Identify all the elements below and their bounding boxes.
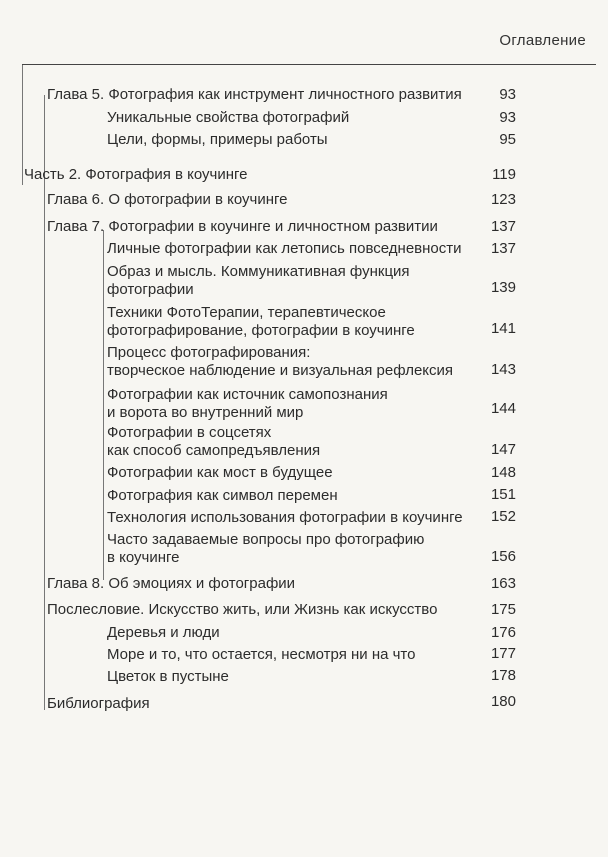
toc-entry-title-continued: фотографии [107,281,194,298]
toc-entry-part[interactable] [24,166,248,184]
toc-entry-section[interactable] [107,624,220,642]
toc-page-number: 93 [499,86,516,103]
toc-page-number: 93 [499,109,516,126]
toc-page-number: 119 [492,166,516,183]
toc-page-number: 139 [490,279,516,296]
toc-entry-title: Фотографии как источник самопознания [107,386,388,403]
toc-entry-title: Уникальные свойства фотографий [107,109,350,126]
toc-entry-title: Море и то, что остается, несмотря ни на что [107,646,416,663]
toc-entry-section[interactable] [107,668,229,686]
page-header-title: Оглавление [499,32,586,49]
toc-entry-title: Глава 7. Фотографии в коучинге и личностном развитии [47,218,438,235]
toc-page-number: 175 [490,601,516,618]
toc-entry-title: Глава 5. Фотография как инструмент личностного развития [47,86,462,103]
toc-entry-section[interactable] [107,464,333,482]
toc-entry-section[interactable] [107,487,338,505]
toc-entry-title: Деревья и люди [107,624,220,641]
toc-entry-title: Часть 2. Фотография в коучинге [24,166,248,183]
toc-page-number: 137 [490,240,516,257]
toc-entry-title: Технология использования фотографии в коучинге [107,509,463,526]
toc-page-number: 163 [490,575,516,592]
header-divider [22,64,596,65]
toc-entry-section[interactable] [107,240,462,258]
toc-guide-line [103,230,104,580]
toc-entry-title: Личные фотографии как летопись повседневности [107,240,462,257]
toc-entry-section[interactable] [107,131,328,149]
toc-page-number: 176 [490,624,516,641]
toc-entry-section[interactable] [107,531,424,567]
toc-entry-title-continued: фотографирование, фотографии в коучинге [107,322,415,339]
toc-entry-section[interactable] [107,263,410,299]
toc-entry-title: Фотография как символ перемен [107,487,338,504]
toc-entry-title: Цели, формы, примеры работы [107,131,328,148]
toc-entry-title-continued: как способ самопредъявления [107,442,321,459]
toc-entry-section[interactable] [107,646,415,664]
toc-page-number: 144 [490,400,516,417]
toc-entry-section[interactable] [107,424,320,460]
toc-page-number: 156 [490,548,516,565]
toc-entry-chapter[interactable] [47,86,462,104]
toc-entry-title: Фотографии как мост в будущее [107,464,333,481]
toc-entry-section[interactable] [107,304,415,340]
toc-entry-title: Послесловие. Искусство жить, или Жизнь как искусство [47,601,438,618]
toc-page-number: 143 [490,361,516,378]
toc-entry-title-continued: творческое наблюдение и визуальная рефлексия [107,362,454,379]
toc-guide-line [22,65,23,185]
toc-entry-title: Техники ФотоТерапии, терапевтическое [107,304,386,321]
toc-guide-line [44,185,45,710]
toc-entry-title: Часто задаваемые вопросы про фотографию [107,531,425,548]
toc-page-number: 137 [490,218,516,235]
toc-entry-title: Фотографии в соцсетях [107,424,272,441]
toc-page-number: 147 [490,441,516,458]
toc-page-number: 141 [490,320,516,337]
toc-page-number: 95 [499,131,516,148]
toc-page-number: 180 [490,693,516,710]
toc-entry-title: Глава 8. Об эмоциях и фотографии [47,575,296,592]
toc-entry-chapter[interactable] [47,601,437,619]
toc-entry-section[interactable] [107,109,349,127]
toc-entry-section[interactable] [107,509,463,527]
toc-entry-title: Цветок в пустыне [107,668,229,685]
toc-entry-section[interactable] [107,386,388,422]
toc-page-number: 178 [490,667,516,684]
toc-entry-title: Библиография [47,695,150,712]
toc-entry-chapter[interactable] [47,575,295,593]
toc-page-number: 151 [490,486,516,503]
toc-entry-chapter[interactable] [47,695,150,713]
toc-page-number: 177 [490,645,516,662]
toc-entry-title-continued: в коучинге [107,549,180,566]
toc-entry-title: Глава 6. О фотографии в коучинге [47,191,288,208]
toc-entry-title: Процесс фотографирования: [107,344,311,361]
toc-entry-chapter[interactable] [47,191,288,209]
toc-page-number: 123 [490,191,516,208]
toc-entry-title: Образ и мысль. Коммуникативная функция [107,263,410,280]
toc-entry-chapter[interactable] [47,218,438,236]
toc-entry-title-continued: и ворота во внутренний мир [107,404,304,421]
toc-entry-section[interactable] [107,344,453,380]
toc-page-number: 152 [490,508,516,525]
toc-page-number: 148 [490,464,516,481]
